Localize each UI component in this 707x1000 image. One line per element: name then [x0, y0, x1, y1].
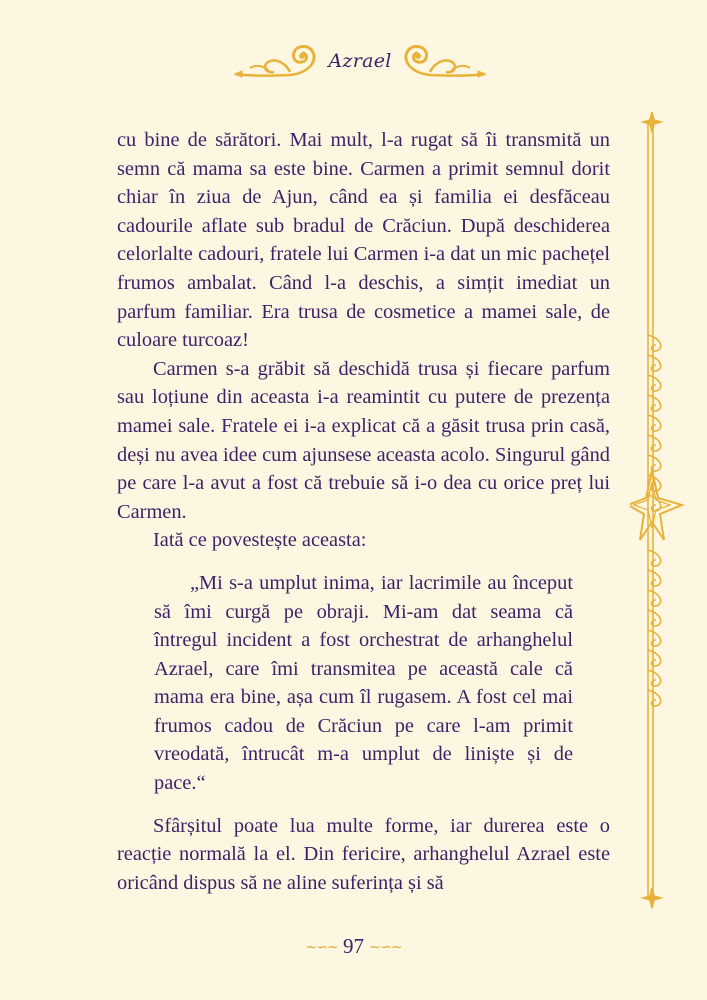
body-text	[117, 126, 610, 897]
paragraph: Iată ce povestește aceasta:	[153, 529, 367, 552]
paragraph: Sfârșitul poate lua multe forme, iar durerea este o reacție normală la el. Din fericire, arhanghelul Azrael este oricând dispus să ne aline suferința și să	[117, 814, 610, 894]
page-number: 97	[343, 934, 364, 958]
paragraph: cu bine de sărători. Mai mult, l-a rugat să îi transmită un semn că mama sa este bine. Carmen a primit semnul dorit chiar în ziua de Ajun, când ea și familia ei desfăceau cadourile aflate sub bradul de Crăciun. După deschiderea celorlalte cadouri, fratele lui Carmen i-a dat un mic pachețel frumos ambalat. Când l-a deschis, a simțit imediat un parfum familiar. Era trusa de cosmetice a mamei sale, de culoare turcoaz!	[117, 129, 610, 352]
decorative-border-icon	[630, 110, 690, 910]
right-flourish-icon	[400, 42, 490, 82]
left-flourish-icon	[230, 42, 320, 82]
footer-swirl-icon: ∼∽∼	[305, 940, 338, 956]
running-header	[230, 40, 490, 90]
header-title: Azrael	[328, 50, 392, 72]
block-quote: „Mi s-a umplut inima, iar lacrimile au început să îmi curgă pe obraji. Mi-am dat seama că întregul incident a fost orchestrat de arhanghelul Azrael, care îmi transmitea pe această cale că mama era bine, așa cum îl rugasem. A fost cel mai frumos cadou de Crăciun pe care l-am primit vreodată, întrucât m-a umplut de liniște și de pace.“	[154, 571, 573, 795]
page-footer	[0, 934, 707, 959]
footer-swirl-icon: ∼∽∼	[369, 940, 402, 956]
paragraph: Carmen s-a grăbit să deschidă trusa și fiecare parfum sau loțiune din aceasta i-a reamintit cu putere de prezența mamei sale. Fratele ei i-a explicat că a găsit trusa prin casă, deși nu avea idee cum ajunsese aceasta acolo. Singurul gând pe care l-a avut a fost că trebuie să i-o dea cu orice preț lui Carmen.	[117, 357, 610, 523]
